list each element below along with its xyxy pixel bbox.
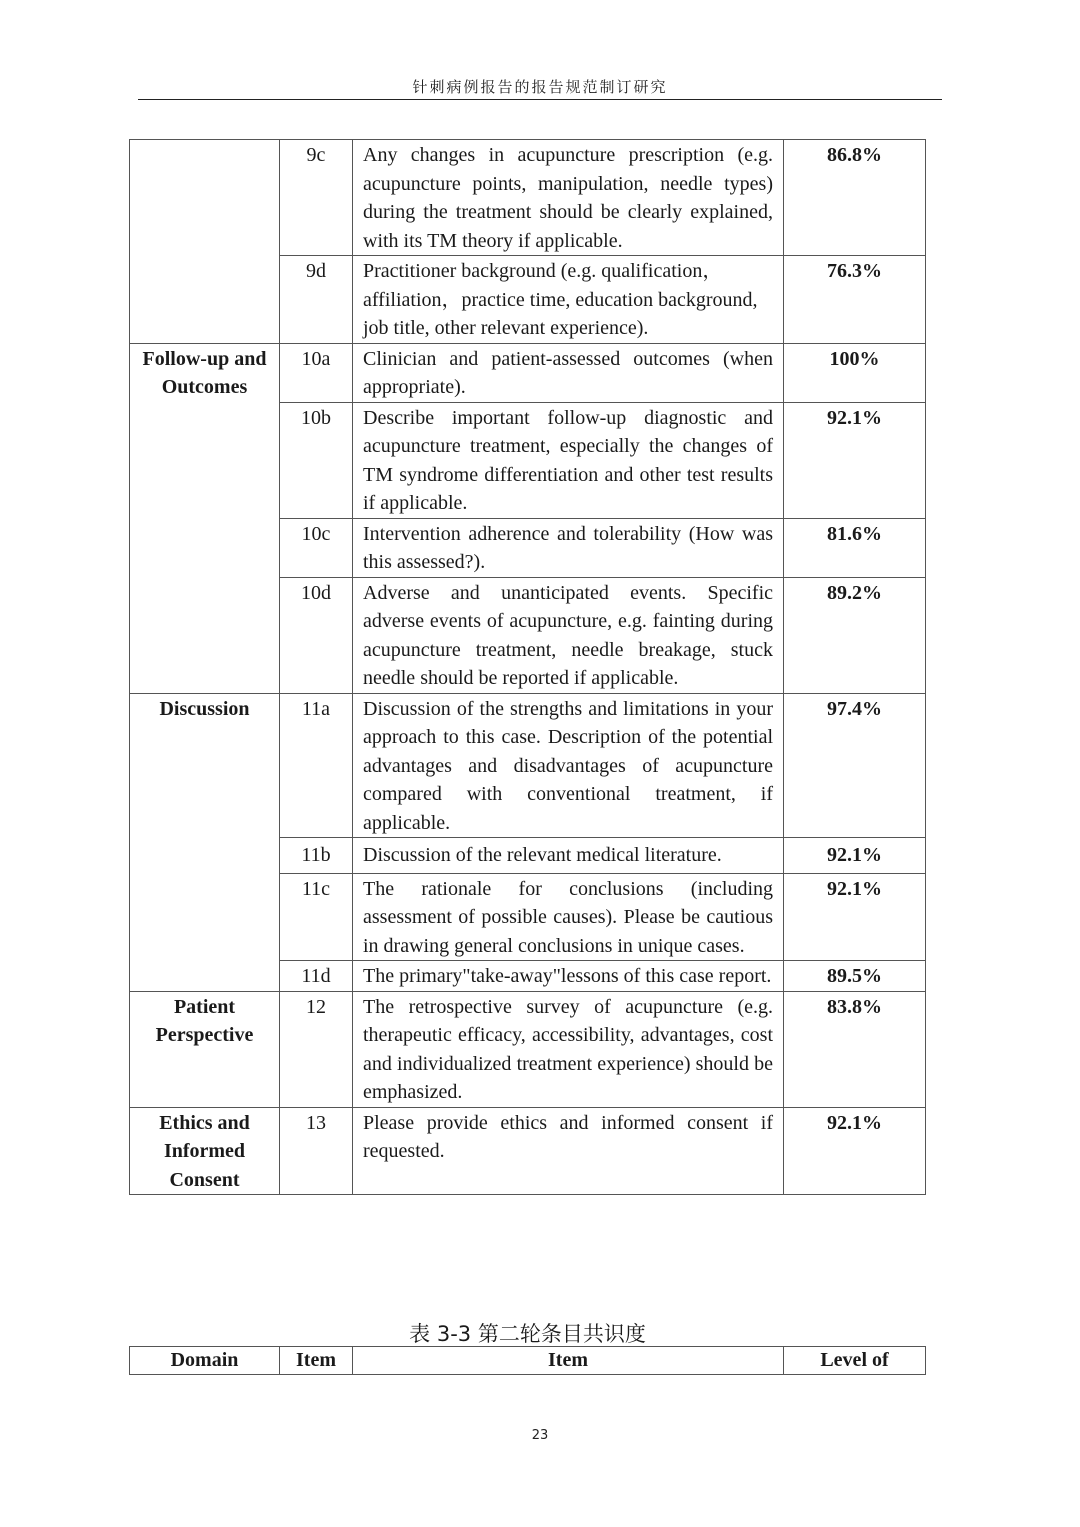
table-caption: 表 3-3 第二轮条目共识度 [409,1322,646,1346]
header-level: Level of [784,1347,926,1375]
table-row [130,991,926,1107]
consensus-level: 81.6% [784,518,926,577]
table-header-row [130,1347,926,1375]
item-description: The primary"take-away"lessons of this case report. [353,961,784,992]
item-number: 10b [280,402,353,518]
item-description: Please provide ethics and informed consent if requested. [353,1107,784,1195]
consensus-table-round2 [129,1346,926,1375]
item-number: 13 [280,1107,353,1195]
item-number: 11d [280,961,353,992]
header-item: Item [353,1347,784,1375]
header-divider [138,99,942,100]
running-header: 针刺病例报告的报告规范制订研究 [412,80,668,96]
item-description: Clinician and patient-assessed outcomes (when appropriate). [353,343,784,402]
item-number: 11a [280,693,353,838]
domain-cell [130,140,280,344]
item-description: The rationale for conclusions (including assessment of possible causes). Please be cautious in drawing general conclusions in unique cases. [353,873,784,961]
consensus-level: 92.1% [784,1107,926,1195]
item-description: Any changes in acupuncture prescription (e.g. acupuncture points, manipulation, needle types) during the treatment should be clearly explained, with its TM theory if applicable. [353,140,784,256]
item-number: 10d [280,577,353,693]
table-row [130,693,926,838]
page-number: 23 [531,1428,549,1443]
item-number: 10c [280,518,353,577]
consensus-level: 92.1% [784,873,926,961]
consensus-level: 83.8% [784,991,926,1107]
consensus-level: 92.1% [784,838,926,874]
domain-cell: Follow-up and Outcomes [130,343,280,693]
item-description: Adverse and unanticipated events. Specific adverse events of acupuncture, e.g. fainting during acupuncture treatment, needle breakage, stuck needle should be reported if applicable. [353,577,784,693]
item-number: 10a [280,343,353,402]
item-description: Discussion of the relevant medical literature. [353,838,784,874]
consensus-level: 92.1% [784,402,926,518]
consensus-table-continued [129,139,926,1195]
consensus-level: 76.3% [784,256,926,344]
consensus-level: 97.4% [784,693,926,838]
domain-cell: Patient Perspective [130,991,280,1107]
table-row [130,140,926,256]
item-number: 11c [280,873,353,961]
consensus-level: 89.2% [784,577,926,693]
table-row [130,343,926,402]
domain-cell: Ethics and Informed Consent [130,1107,280,1195]
consensus-level: 89.5% [784,961,926,992]
item-description: Intervention adherence and tolerability (How was this assessed?). [353,518,784,577]
item-number: 11b [280,838,353,874]
domain-cell: Discussion [130,693,280,991]
consensus-level: 86.8% [784,140,926,256]
item-number: 9d [280,256,353,344]
table-row [130,1107,926,1195]
header-item-number: Item [280,1347,353,1375]
item-number: 12 [280,991,353,1107]
header-domain: Domain [130,1347,280,1375]
item-description: The retrospective survey of acupuncture (e.g. therapeutic efficacy, accessibility, advantages, cost and individualized treatment experience) should be emphasized. [353,991,784,1107]
item-description: Practitioner background (e.g. qualification，affiliation，practice time, education background, job title, other relevant experience). [353,256,784,344]
item-description: Describe important follow-up diagnostic and acupuncture treatment, especially the changes of TM syndrome differentiation and other test results if applicable. [353,402,784,518]
consensus-level: 100% [784,343,926,402]
item-number: 9c [280,140,353,256]
item-description: Discussion of the strengths and limitations in your approach to this case. Description of the potential advantages and disadvantages of acupuncture compared with conventional treatment, if applicable. [353,693,784,838]
